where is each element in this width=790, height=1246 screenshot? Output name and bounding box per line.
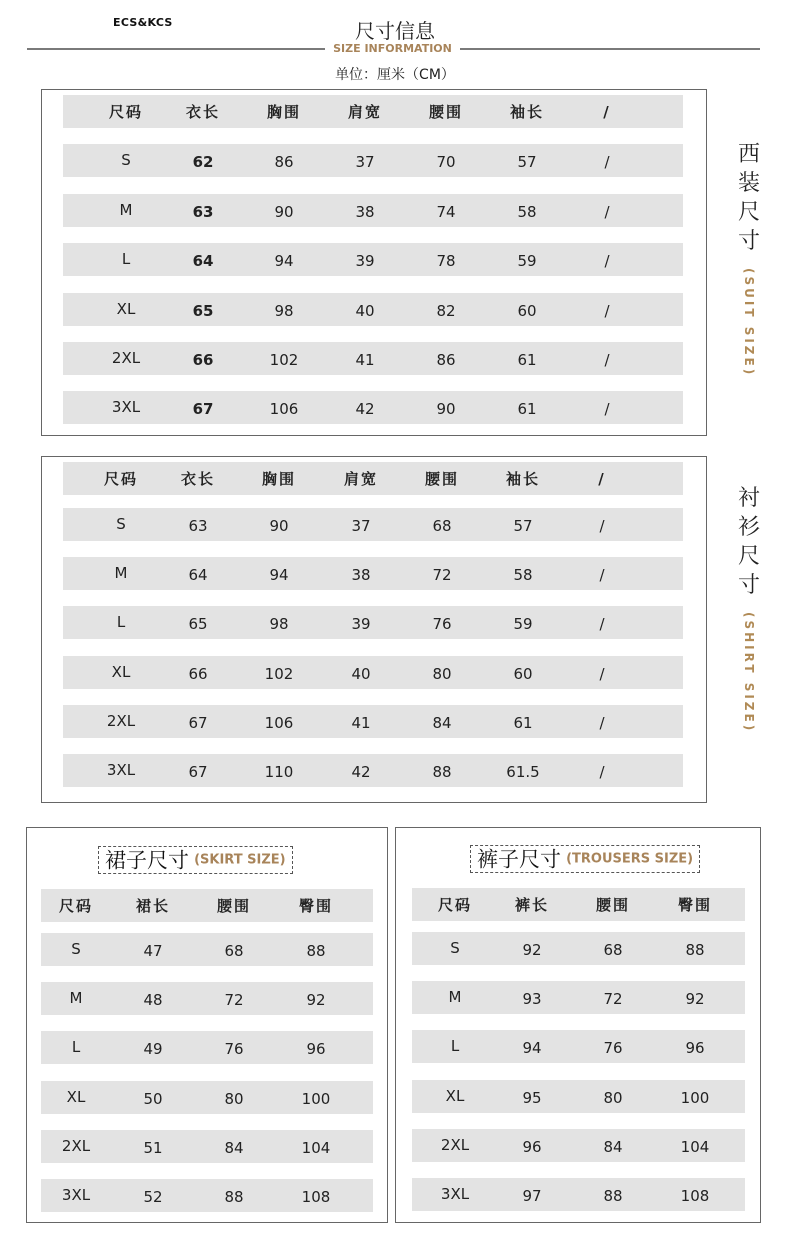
skirt-table-row (41, 1179, 373, 1212)
suit-table-cell: 86 (436, 351, 456, 369)
shirt-table-cell: 76 (432, 615, 452, 633)
skirt-table-cell: 51 (143, 1139, 163, 1157)
trousers-header-cell: 臀围 (677, 896, 712, 914)
suit-table-cell: 41 (355, 351, 375, 369)
skirt-table-cell: 49 (143, 1040, 163, 1058)
shirt-table-cell: 67 (188, 714, 208, 732)
trousers-table-row (412, 1080, 745, 1113)
suit-table-cell: 90 (274, 203, 294, 221)
shirt-table-cell: 64 (188, 566, 208, 584)
skirt-title-en: (SKIRT SIZE) (194, 852, 286, 868)
shirt-table-row (63, 557, 683, 590)
skirt-table-cell: 50 (143, 1090, 163, 1108)
shirt-side-en: (SHIRT SIZE) (742, 612, 756, 734)
shirt-table-cell: 40 (351, 665, 371, 683)
suit-table-cell: 37 (355, 153, 375, 171)
trousers-table-cell: 95 (522, 1089, 542, 1107)
skirt-table-row (41, 1081, 373, 1114)
trousers-table-cell: 3XL (440, 1185, 470, 1203)
shirt-side-cn-2: 尺 (737, 544, 760, 569)
shirt-table-cell: / (599, 517, 605, 535)
trousers-table-row (412, 981, 745, 1014)
trousers-table-cell: 96 (685, 1039, 705, 1057)
skirt-table-row (41, 1130, 373, 1163)
trousers-table-cell: 93 (522, 990, 542, 1008)
shirt-table-row (63, 606, 683, 639)
trousers-header-row (412, 888, 745, 921)
suit-table-cell: 57 (517, 153, 537, 171)
skirt-table-cell: 48 (143, 991, 163, 1009)
shirt-side-cn-1: 衫 (737, 515, 760, 540)
shirt-table-row (63, 656, 683, 689)
brand-label: ECS&KCS (113, 16, 173, 29)
trousers-table-row (412, 1030, 745, 1063)
suit-table-cell: 38 (355, 203, 375, 221)
skirt-header-cell: 尺码 (58, 897, 93, 915)
shirt-table-cell: M (114, 564, 128, 582)
suit-table-cell: 86 (274, 153, 294, 171)
suit-table-cell: 90 (436, 400, 456, 418)
suit-table-row (63, 342, 683, 375)
shirt-table-cell: 63 (188, 517, 208, 535)
shirt-header-cell: / (598, 470, 606, 488)
shirt-table-cell: S (116, 515, 126, 533)
trousers-table-cell: 2XL (440, 1136, 470, 1154)
shirt-table-cell: / (599, 714, 605, 732)
trousers-table-cell: 100 (680, 1089, 710, 1107)
shirt-table-cell: 39 (351, 615, 371, 633)
trousers-table-row (412, 1129, 745, 1162)
skirt-table-cell: 80 (224, 1090, 244, 1108)
skirt-table-cell: M (69, 989, 83, 1007)
page-subtitle: SIZE INFORMATION (333, 42, 452, 55)
shirt-table-cell: 72 (432, 566, 452, 584)
suit-table-cell: / (604, 203, 610, 221)
trousers-table-cell: XL (445, 1087, 465, 1105)
suit-header-cell: 腰围 (428, 103, 463, 121)
suit-table-row (63, 293, 683, 326)
skirt-table-cell: 52 (143, 1188, 163, 1206)
skirt-table-cell: 92 (306, 991, 326, 1009)
trousers-table-cell: 88 (603, 1187, 623, 1205)
suit-table-cell: S (121, 151, 131, 169)
shirt-table-row (63, 508, 683, 541)
trousers-table-cell: 84 (603, 1138, 623, 1156)
trousers-table-cell: M (448, 988, 462, 1006)
shirt-table-cell: 66 (188, 665, 208, 683)
shirt-header-cell: 肩宽 (343, 470, 378, 488)
suit-header-cell: 尺码 (108, 103, 143, 121)
suit-side-cn-0: 西 (737, 142, 760, 167)
shirt-table-cell: / (599, 665, 605, 683)
trousers-table-cell: 97 (522, 1187, 542, 1205)
trousers-table-cell: 104 (680, 1138, 710, 1156)
trousers-title (470, 845, 700, 873)
skirt-table-cell: L (71, 1038, 81, 1056)
page-title: 尺寸信息 (355, 19, 435, 43)
suit-header-cell: 肩宽 (347, 103, 382, 121)
shirt-table-cell: 58 (513, 566, 533, 584)
suit-table-cell: / (604, 400, 610, 418)
suit-table-cell: 106 (269, 400, 299, 418)
suit-table-cell: / (604, 351, 610, 369)
suit-table-cell: 40 (355, 302, 375, 320)
suit-header-cell: 衣长 (185, 103, 220, 121)
suit-table-cell: 2XL (111, 349, 141, 367)
shirt-header-cell: 腰围 (424, 470, 459, 488)
skirt-header-cell: 裙长 (135, 897, 170, 915)
skirt-table-row (41, 1031, 373, 1064)
shirt-table-cell: L (116, 613, 126, 631)
shirt-table-cell: 65 (188, 615, 208, 633)
trousers-title-en: (TROUSERS SIZE) (566, 851, 694, 867)
skirt-table-cell: 88 (306, 942, 326, 960)
suit-table-cell: 74 (436, 203, 456, 221)
shirt-table-cell: 94 (269, 566, 289, 584)
skirt-table-cell: 47 (143, 942, 163, 960)
skirt-table-cell: 84 (224, 1139, 244, 1157)
suit-table-cell: 66 (192, 351, 214, 369)
suit-table-cell: 70 (436, 153, 456, 171)
shirt-table-cell: 110 (264, 763, 294, 781)
suit-table-row (63, 243, 683, 276)
suit-table-cell: 62 (192, 153, 214, 171)
suit-table-cell: 61 (517, 400, 537, 418)
suit-table-cell: 42 (355, 400, 375, 418)
skirt-header-cell: 臀围 (298, 897, 333, 915)
shirt-table-cell: 80 (432, 665, 452, 683)
shirt-table-cell: 84 (432, 714, 452, 732)
trousers-table-cell: 92 (685, 990, 705, 1008)
shirt-table-cell: / (599, 566, 605, 584)
trousers-table-cell: 88 (685, 941, 705, 959)
suit-table-row (63, 391, 683, 424)
suit-table-cell: / (604, 302, 610, 320)
suit-table-cell: 3XL (111, 398, 141, 416)
suit-table-row (63, 194, 683, 227)
suit-table-cell: 39 (355, 252, 375, 270)
trousers-table-cell: S (450, 939, 460, 957)
skirt-table-cell: 76 (224, 1040, 244, 1058)
skirt-table-cell: 96 (306, 1040, 326, 1058)
trousers-table-cell: 80 (603, 1089, 623, 1107)
shirt-table-cell: 60 (513, 665, 533, 683)
suit-table-cell: 65 (192, 302, 214, 320)
trousers-table-row (412, 932, 745, 965)
trousers-header-cell: 腰围 (595, 896, 630, 914)
shirt-header-cell: 胸围 (261, 470, 296, 488)
shirt-table-cell: / (599, 615, 605, 633)
suit-table-cell: 67 (192, 400, 214, 418)
suit-side-en: (SUIT SIZE) (742, 268, 756, 378)
skirt-title (98, 846, 293, 874)
divider-left (27, 48, 325, 50)
shirt-table-cell: 61 (513, 714, 533, 732)
suit-side-cn-1: 装 (737, 171, 760, 196)
trousers-table-cell: 72 (603, 990, 623, 1008)
skirt-header-row (41, 889, 373, 922)
suit-table-row (63, 144, 683, 177)
skirt-title-cn: 裙子尺寸 (105, 848, 189, 873)
suit-table-cell: / (604, 252, 610, 270)
skirt-table-row (41, 933, 373, 966)
skirt-table-row (41, 982, 373, 1015)
shirt-table-cell: 106 (264, 714, 294, 732)
shirt-table-cell: 59 (513, 615, 533, 633)
suit-side-cn-2: 尺 (737, 200, 760, 225)
trousers-table-cell: 68 (603, 941, 623, 959)
shirt-table-cell: 57 (513, 517, 533, 535)
suit-table-cell: 63 (192, 203, 214, 221)
suit-side-label (734, 140, 764, 377)
trousers-table-cell: 94 (522, 1039, 542, 1057)
trousers-table-cell: 96 (522, 1138, 542, 1156)
shirt-table-cell: 42 (351, 763, 371, 781)
trousers-table-row (412, 1178, 745, 1211)
shirt-table-cell: 38 (351, 566, 371, 584)
shirt-table-cell: 67 (188, 763, 208, 781)
skirt-table-cell: XL (66, 1088, 86, 1106)
suit-table-cell: L (121, 250, 131, 268)
unit-label: 单位：厘米（CM） (335, 67, 455, 83)
skirt-table-cell: 68 (224, 942, 244, 960)
suit-table-cell: XL (116, 300, 136, 318)
shirt-table-cell: 2XL (106, 712, 136, 730)
divider-right (460, 48, 760, 50)
suit-table-cell: 78 (436, 252, 456, 270)
suit-header-cell: 袖长 (509, 103, 544, 121)
shirt-header-cell: 袖长 (505, 470, 540, 488)
skirt-table-cell: 3XL (61, 1186, 91, 1204)
suit-table-cell: 102 (269, 351, 299, 369)
suit-header-cell: / (603, 103, 611, 121)
trousers-title-cn: 裤子尺寸 (477, 847, 561, 872)
shirt-table-cell: 102 (264, 665, 294, 683)
suit-table-cell: 60 (517, 302, 537, 320)
suit-table-cell: 61 (517, 351, 537, 369)
skirt-header-cell: 腰围 (216, 897, 251, 915)
suit-table-cell: 59 (517, 252, 537, 270)
shirt-table-cell: 37 (351, 517, 371, 535)
shirt-table-cell: 61.5 (506, 763, 540, 781)
trousers-table-cell: 108 (680, 1187, 710, 1205)
suit-table-cell: 82 (436, 302, 456, 320)
shirt-table-cell: 98 (269, 615, 289, 633)
shirt-side-label (734, 484, 764, 733)
trousers-header-cell: 裤长 (514, 896, 549, 914)
shirt-table-cell: 3XL (106, 761, 136, 779)
suit-table-cell: 64 (192, 252, 214, 270)
skirt-table-cell: 72 (224, 991, 244, 1009)
shirt-table-row (63, 705, 683, 738)
suit-header-cell: 胸围 (266, 103, 301, 121)
suit-table-cell: / (604, 153, 610, 171)
trousers-table-cell: 92 (522, 941, 542, 959)
shirt-table-cell: 41 (351, 714, 371, 732)
suit-table-cell: 94 (274, 252, 294, 270)
skirt-table-cell: 108 (301, 1188, 331, 1206)
skirt-table-cell: 100 (301, 1090, 331, 1108)
skirt-table-cell: 88 (224, 1188, 244, 1206)
suit-table-cell: 58 (517, 203, 537, 221)
skirt-table-cell: 104 (301, 1139, 331, 1157)
trousers-header-cell: 尺码 (437, 896, 472, 914)
suit-side-cn-3: 寸 (737, 229, 760, 254)
shirt-table-cell: 90 (269, 517, 289, 535)
suit-table-cell: 98 (274, 302, 294, 320)
shirt-table-row (63, 754, 683, 787)
shirt-table-cell: 88 (432, 763, 452, 781)
trousers-table-cell: L (450, 1037, 460, 1055)
shirt-header-cell: 尺码 (103, 470, 138, 488)
skirt-table-cell: 2XL (61, 1137, 91, 1155)
shirt-side-cn-0: 衬 (737, 486, 760, 511)
suit-header-row (63, 95, 683, 128)
shirt-table-cell: 68 (432, 517, 452, 535)
shirt-table-cell: / (599, 763, 605, 781)
suit-table-cell: M (119, 201, 133, 219)
trousers-table-cell: 76 (603, 1039, 623, 1057)
shirt-header-cell: 衣长 (180, 470, 215, 488)
shirt-table-cell: XL (111, 663, 131, 681)
shirt-side-cn-3: 寸 (737, 573, 760, 598)
skirt-table-cell: S (71, 940, 81, 958)
shirt-header-row (63, 462, 683, 495)
